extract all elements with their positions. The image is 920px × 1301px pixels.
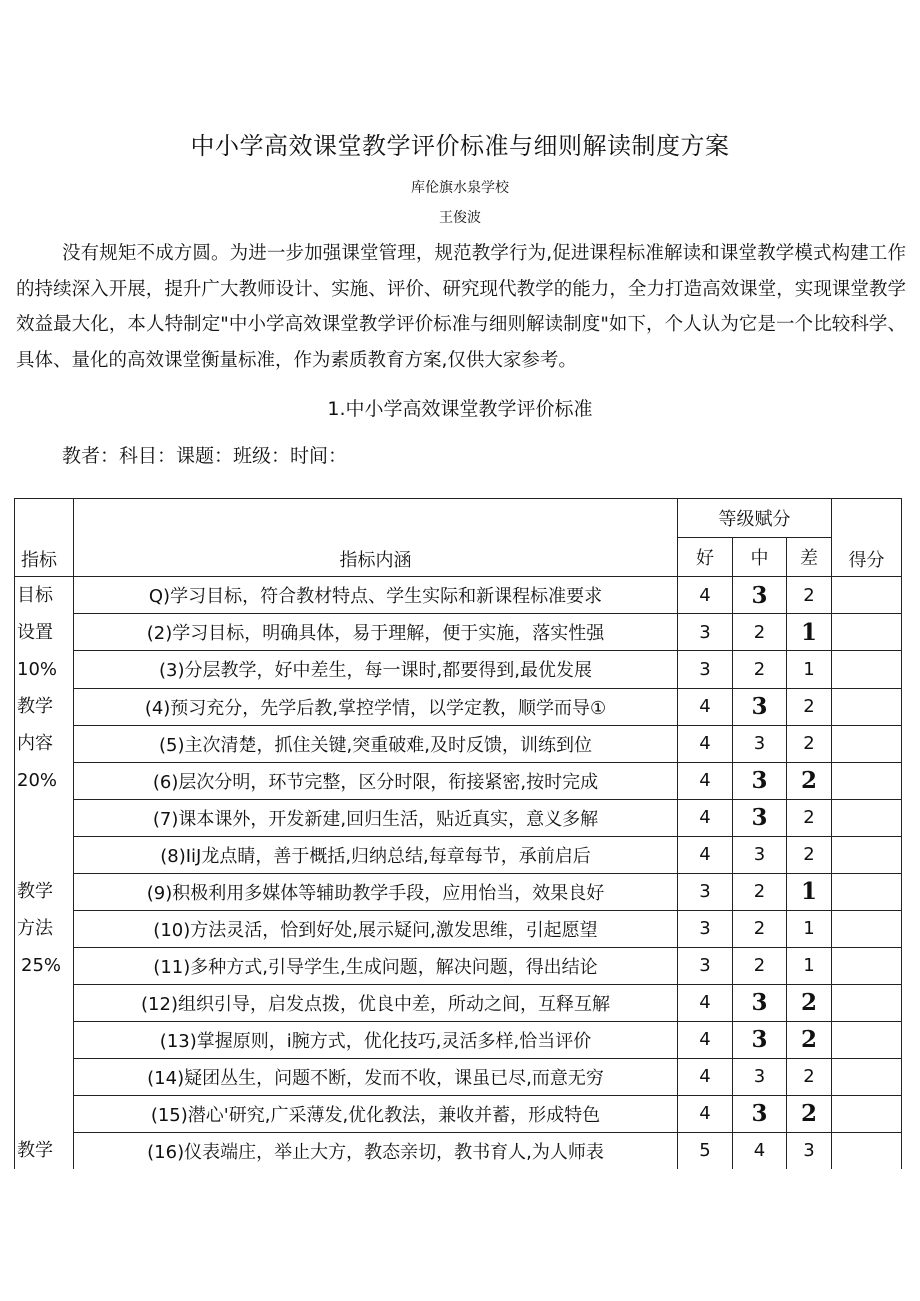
indicator-content: (3)分层教学，好中差生，每一课时,都要得到,最优发展	[74, 651, 678, 688]
grade-good-value: 4	[678, 1095, 733, 1132]
grade-good-value: 3	[678, 947, 733, 984]
indicator-label-line: 目标	[17, 585, 53, 606]
table-row	[15, 762, 902, 799]
indicator-content: (11)多种方式,引导学生,生成问题，解决问题，得出结论	[74, 947, 678, 984]
grade-poor-value: 2	[787, 762, 832, 799]
grade-medium-value: 3	[733, 984, 787, 1021]
indicator-content: (15)潜心'研究,广采薄发,优化教法，兼收并蓄，形成特色	[74, 1095, 678, 1132]
intro-paragraph: 没有规矩不成方圆。为进一步加强课堂管理，规范教学行为,促进课程标准解读和课堂教学模式构建工作的持续深入开展，提升广大教师设计、实施、评价、研究现代教学的能力，全力打造高效课堂，实现课堂教学效益最大化，本人特制定"中小学高效课堂教学评价标准与细则解读制度"如下，个人认为它是一个比较科学、具体、量化的高效课堂衡量标准，作为素质教育方案,仅供大家参考。	[16, 243, 906, 371]
table-row	[15, 873, 902, 910]
grade-medium-value: 2	[733, 614, 787, 651]
grade-good-value: 4	[678, 836, 733, 873]
table-row	[15, 836, 902, 873]
header-indicator: 指标	[15, 499, 74, 577]
grade-medium-value: 2	[733, 651, 787, 688]
table-row	[15, 1132, 902, 1169]
header-score: 得分	[832, 499, 902, 577]
indicator-label-line: 教学	[17, 1140, 53, 1161]
table-row	[15, 947, 902, 984]
grade-medium-value: 2	[733, 873, 787, 910]
indicator-content: (4)预习充分，先学后教,掌控学情，以学定教，顺学而导①	[74, 688, 678, 725]
grade-medium-value: 3	[733, 836, 787, 873]
evaluation-table-wrapper	[14, 498, 902, 1169]
grade-poor-value: 2	[787, 688, 832, 725]
grade-medium-value: 3	[733, 799, 787, 836]
indicator-content: (6)层次分明，环节完整，区分时限，衔接紧密,按时完成	[74, 762, 678, 799]
indicator-label-line: 10%	[17, 659, 58, 680]
grade-good-value: 3	[678, 614, 733, 651]
grade-poor-value: 3	[787, 1132, 832, 1169]
indicator-cell	[15, 1132, 74, 1169]
score-input-cell[interactable]	[832, 1021, 902, 1058]
grade-good-value: 4	[678, 725, 733, 762]
grade-medium-value: 3	[733, 577, 787, 614]
score-input-cell[interactable]	[832, 1095, 902, 1132]
document-title: 中小学高效课堂教学评价标准与细则解读制度方案	[190, 132, 730, 160]
table-row	[15, 725, 902, 762]
indicator-content: (7)课本课外，开发新建,回归生活，贴近真实，意义多解	[74, 799, 678, 836]
table-row	[15, 688, 902, 725]
indicator-label-line: 设置	[17, 622, 53, 643]
grade-medium-value: 3	[733, 1021, 787, 1058]
score-input-cell[interactable]	[832, 873, 902, 910]
indicator-label-line: 教学	[17, 881, 53, 902]
grade-good-value: 4	[678, 1058, 733, 1095]
table-row	[15, 614, 902, 651]
score-input-cell[interactable]	[832, 947, 902, 984]
indicator-label-line: 内容	[17, 733, 53, 754]
indicator-content: (5)主次清楚，抓住关键,突重破难,及时反馈，训练到位	[74, 725, 678, 762]
grade-poor-value: 1	[787, 910, 832, 947]
grade-poor-value: 1	[787, 947, 832, 984]
grade-medium-value: 4	[733, 1132, 787, 1169]
header-medium: 中	[733, 538, 787, 577]
score-input-cell[interactable]	[832, 984, 902, 1021]
table-body	[15, 577, 902, 1170]
grade-medium-value: 3	[733, 725, 787, 762]
indicator-cell	[15, 577, 74, 689]
indicator-label-line: 20%	[17, 770, 58, 791]
indicator-content: (10)方法灵活，恰到好处,展示疑问,激发思维，引起愿望	[74, 910, 678, 947]
grade-good-value: 4	[678, 1021, 733, 1058]
meta-line: 教者：科目：课题：班级：时间：	[62, 445, 348, 467]
indicator-content: (12)组织引导，启发点拨，优良中差，所动之间，互释互解	[74, 984, 678, 1021]
grade-medium-value: 3	[733, 1058, 787, 1095]
grade-medium-value: 3	[733, 762, 787, 799]
grade-good-value: 3	[678, 910, 733, 947]
grade-medium-value: 3	[733, 1095, 787, 1132]
table-row	[15, 1058, 902, 1095]
grade-good-value: 4	[678, 577, 733, 614]
grade-good-value: 4	[678, 984, 733, 1021]
indicator-content: (8)IiJ龙点睛，善于概括,归纳总结,每章每节，承前启后	[74, 836, 678, 873]
author-name: 王俊波	[439, 210, 481, 226]
grade-poor-value: 2	[787, 799, 832, 836]
score-input-cell[interactable]	[832, 910, 902, 947]
table-row	[15, 910, 902, 947]
score-input-cell[interactable]	[832, 725, 902, 762]
grade-poor-value: 2	[787, 577, 832, 614]
score-input-cell[interactable]	[832, 1132, 902, 1169]
table-row	[15, 984, 902, 1021]
grade-good-value: 3	[678, 651, 733, 688]
table-row	[15, 1021, 902, 1058]
grade-poor-value: 1	[787, 651, 832, 688]
grade-poor-value: 2	[787, 725, 832, 762]
score-input-cell[interactable]	[832, 688, 902, 725]
table-row	[15, 1095, 902, 1132]
grade-medium-value: 2	[733, 947, 787, 984]
score-input-cell[interactable]	[832, 614, 902, 651]
grade-poor-value: 1	[787, 614, 832, 651]
grade-poor-value: 2	[787, 1058, 832, 1095]
section-title: 1.中小学高效课堂教学评价标准	[327, 398, 593, 420]
table-row	[15, 799, 902, 836]
indicator-content: (16)仪表端庄，举止大方，教态亲切，教书育人,为人师表	[74, 1132, 678, 1169]
grade-medium-value: 2	[733, 910, 787, 947]
grade-poor-value: 1	[787, 873, 832, 910]
grade-medium-value: 3	[733, 688, 787, 725]
indicator-cell	[15, 873, 74, 1132]
score-input-cell[interactable]	[832, 651, 902, 688]
header-grade-group: 等级赋分	[678, 499, 832, 538]
grade-good-value: 4	[678, 799, 733, 836]
table-row	[15, 577, 902, 614]
grade-poor-value: 2	[787, 1095, 832, 1132]
grade-good-value: 5	[678, 1132, 733, 1169]
header-poor: 差	[787, 538, 832, 577]
score-input-cell[interactable]	[832, 836, 902, 873]
indicator-content: (9)积极利用多媒体等辅助教学手段，应用怡当，效果良好	[74, 873, 678, 910]
indicator-content: (14)疑团丛生，问题不断，发而不收，课虽已尽,而意无穷	[74, 1058, 678, 1095]
evaluation-table	[14, 498, 902, 1169]
grade-poor-value: 2	[787, 984, 832, 1021]
indicator-content: (13)掌握原则，i腕方式，优化技巧,灵活多样,恰当评价	[74, 1021, 678, 1058]
school-name: 库伦旗水泉学校	[411, 180, 509, 196]
grade-good-value: 4	[678, 688, 733, 725]
grade-good-value: 4	[678, 762, 733, 799]
indicator-cell	[15, 688, 74, 873]
grade-poor-value: 2	[787, 1021, 832, 1058]
score-input-cell[interactable]	[832, 577, 902, 614]
header-good: 好	[678, 538, 733, 577]
grade-good-value: 3	[678, 873, 733, 910]
indicator-label-line: 方法	[17, 918, 53, 939]
score-input-cell[interactable]	[832, 762, 902, 799]
indicator-content: Q)学习目标，符合教材特点、学生实际和新课程标准要求	[74, 577, 678, 614]
header-content: 指标内涵	[74, 499, 678, 577]
table-row	[15, 651, 902, 688]
grade-poor-value: 2	[787, 836, 832, 873]
score-input-cell[interactable]	[832, 1058, 902, 1095]
indicator-content: (2)学习目标，明确具体，易于理解，便于实施，落实性强	[74, 614, 678, 651]
score-input-cell[interactable]	[832, 799, 902, 836]
indicator-label-line: 教学	[17, 696, 53, 717]
indicator-label-line: 25%	[21, 955, 62, 976]
